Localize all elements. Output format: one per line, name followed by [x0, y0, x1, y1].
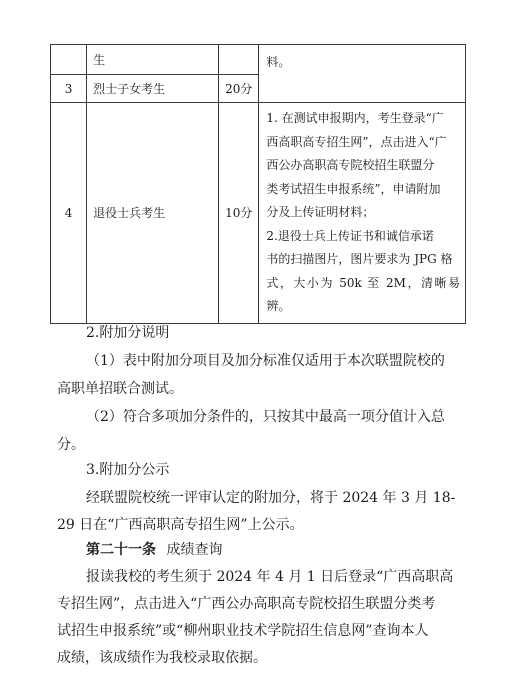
- table-row: [51, 103, 466, 324]
- bonus-points-table: [50, 44, 466, 324]
- note-line: 西高职高专招生网”，点击进入“广: [266, 134, 447, 149]
- note-line: 分及上传证明材料；: [266, 205, 375, 219]
- paragraph-line: 分。: [57, 437, 85, 453]
- paragraph-line: 经联盟院校统一评审认定的附加分，将于 2024 年 3 月 18-: [86, 490, 456, 506]
- note-line: 书的扫描图片，图片要求为 JPG 格: [266, 252, 453, 266]
- table-cell-type: 烈士子女考生: [87, 75, 219, 103]
- paragraph-line: 成绩，该成绩作为我校录取依据。: [57, 650, 267, 666]
- table-cell-type: 生: [87, 45, 219, 75]
- section-heading: 3.附加分公示: [86, 462, 170, 478]
- note-line: 2.退役士兵上传证书和诚信承诺: [266, 228, 434, 243]
- section-heading: 2.附加分说明: [86, 325, 170, 341]
- paragraph-line: 报读我校的考生须于 2024 年 4 月 1 日后登录“广西高职高: [86, 569, 454, 585]
- note-line: 式，大小为 50k 至 2M，清晰易辨。: [266, 275, 460, 313]
- note-line: 1. 在测试申报期内，考生登录“广: [266, 111, 444, 125]
- table-cell-score: 10分: [219, 103, 259, 324]
- table-row: [51, 45, 466, 75]
- table-cell-no: 3: [51, 75, 87, 103]
- article-number: 第二十一条: [86, 542, 156, 558]
- paragraph-line: （1）表中附加分项目及加分标准仅适用于本次联盟院校的: [86, 353, 445, 369]
- note-line: 西公办高职高专院校招生联盟分: [266, 158, 435, 172]
- paragraph-line: 29 日在“广西高职高专招生网”上公示。: [57, 517, 304, 533]
- table-cell-score: [219, 45, 259, 75]
- article-heading: [86, 539, 222, 559]
- table-cell-type: 退役士兵考生: [87, 103, 219, 324]
- paragraph-line: 高职单招联合测试。: [57, 381, 183, 397]
- table-cell-no: [51, 45, 87, 75]
- article-title: 成绩查询: [166, 542, 223, 558]
- table-cell-note: 料。: [259, 45, 466, 103]
- table-cell-no: 4: [51, 103, 87, 324]
- paragraph-line: 专招生网”，点击进入“广西公办高职高专院校招生联盟分类考: [57, 596, 436, 612]
- paragraph-line: 试招生申报系统”或“柳州职业技术学院招生信息网”查询本人: [57, 623, 429, 639]
- table-cell-note: [259, 103, 466, 324]
- note-line: 类考试招生申报系统”，申请附加: [266, 181, 441, 196]
- table-cell-score: 20分: [219, 75, 259, 103]
- paragraph-line: （2）符合多项加分条件的，只按其中最高一项分值计入总: [86, 409, 445, 425]
